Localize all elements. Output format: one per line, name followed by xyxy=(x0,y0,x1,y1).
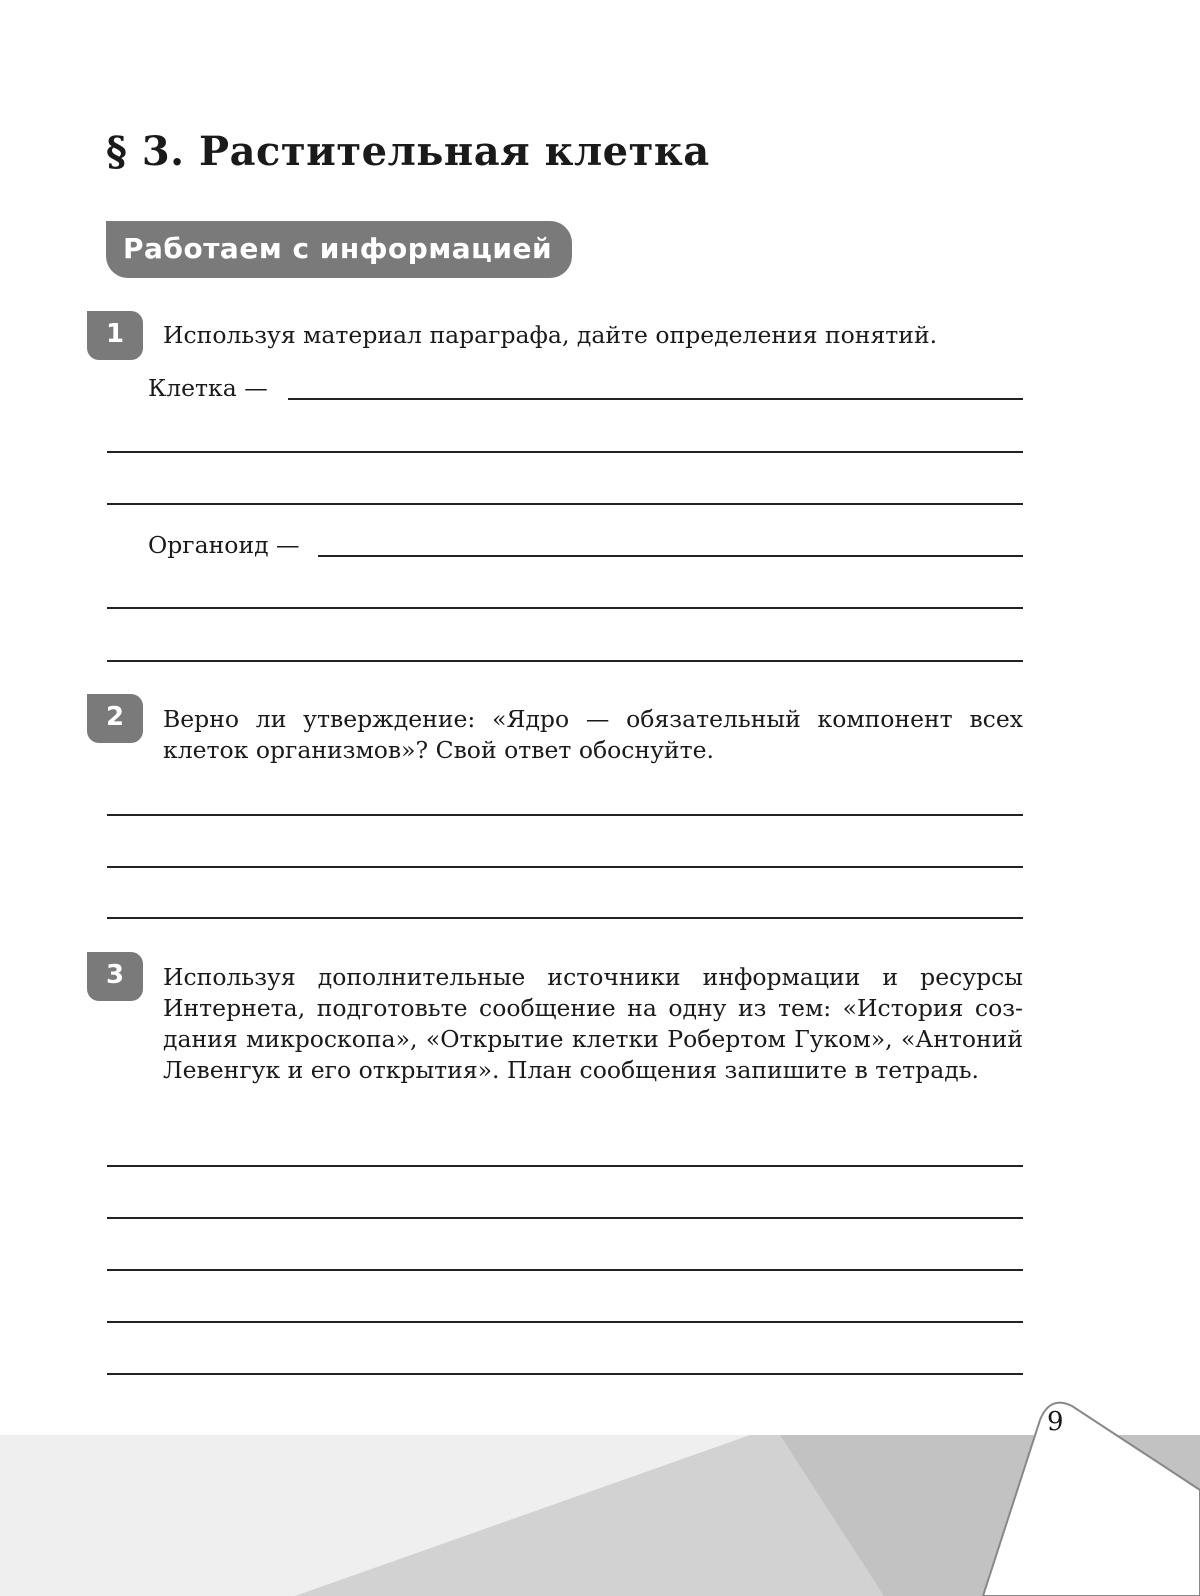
term-organoid: Органоид — xyxy=(148,531,300,559)
task-2-text: Верно ли утверждение: «Ядро — обязательный компонент всех клеток организмов»? Свой ответ обоснуйте. xyxy=(163,705,1023,764)
page-number: 9 xyxy=(1047,1407,1064,1437)
task-number-3: 3 xyxy=(87,952,143,1001)
task-3-text: Используя дополнительные источники информации и ресурсы Интернета, подготовьте сообщение на одну из тем: «История создания микроскопа», «Открытие клетки Робертом Гуком», «Антоний Левенгук и его открытия». План сообщения запишите в тетрадь. xyxy=(163,963,1023,1084)
task-1-text: Используя материал параграфа, дайте определения понятий. xyxy=(163,321,938,349)
page-title: § 3. Растительная клетка xyxy=(106,128,710,175)
section-header: Работаем с информацией xyxy=(106,221,572,278)
task-number-1: 1 xyxy=(87,311,143,360)
term-cell: Клетка — xyxy=(148,374,268,402)
task-number-2: 2 xyxy=(87,694,143,743)
